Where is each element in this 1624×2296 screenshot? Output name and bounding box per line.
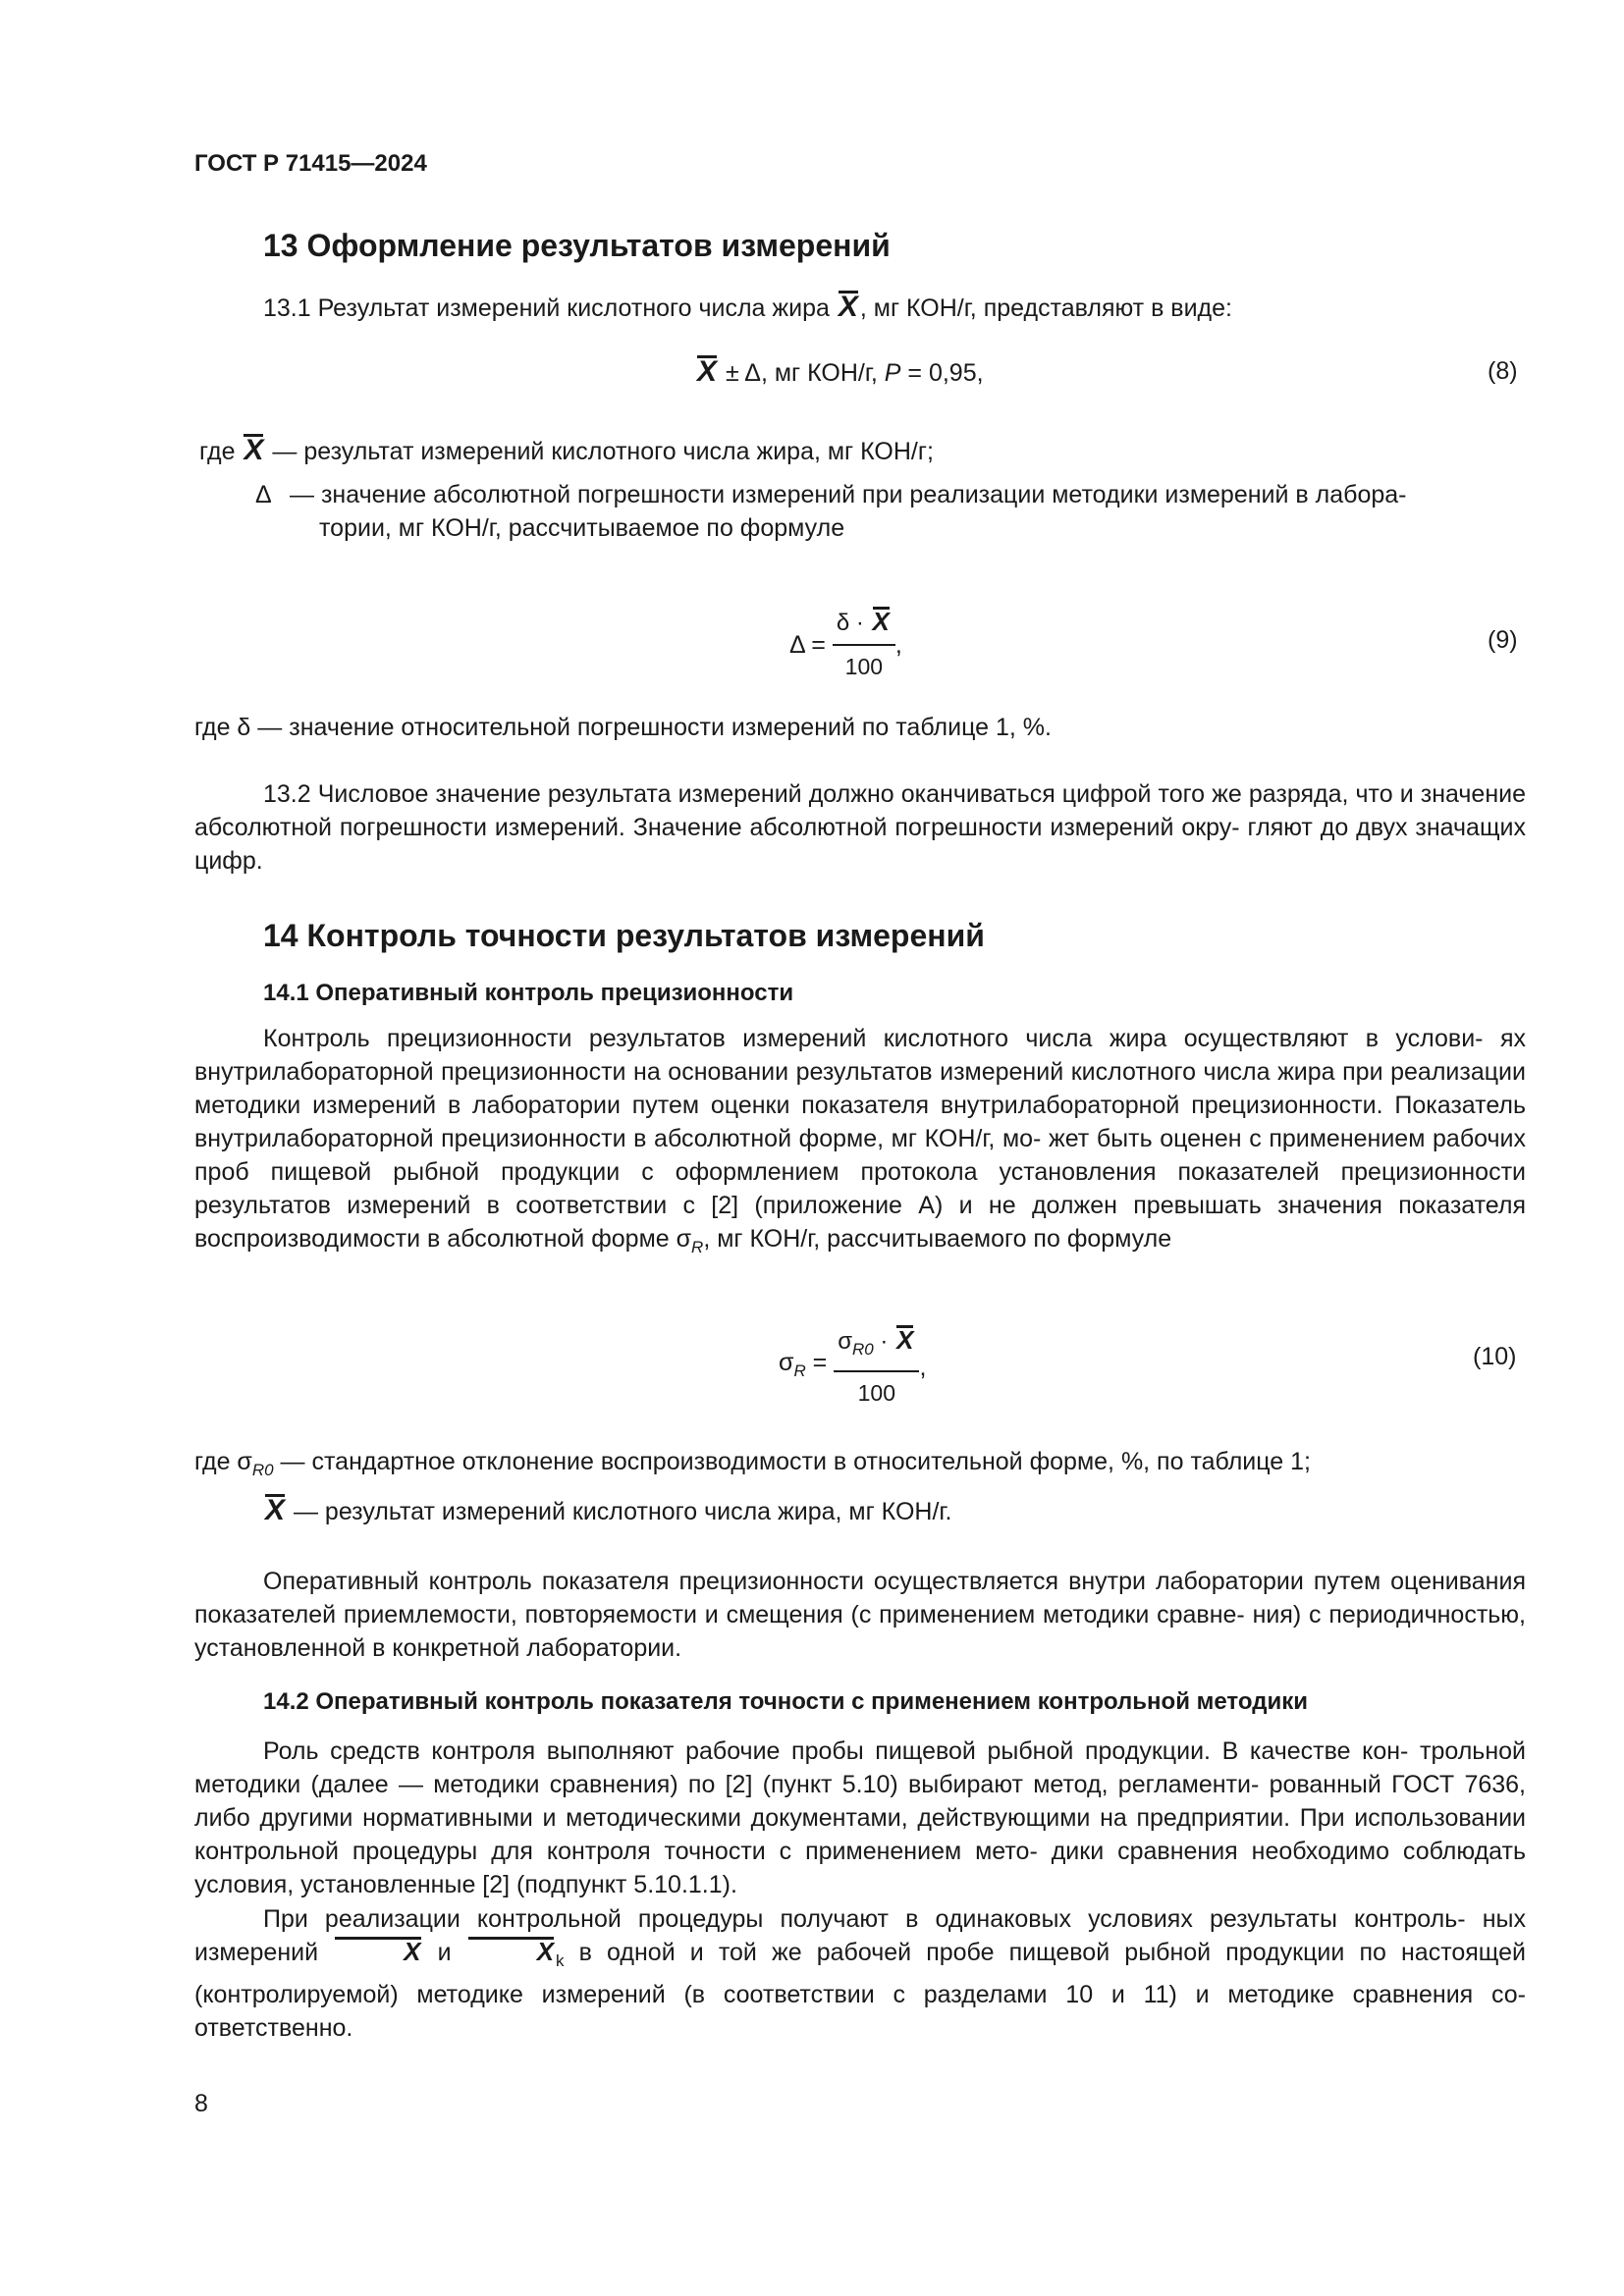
x-bar-symbol: X bbox=[244, 434, 264, 466]
para-operative-control: Оперативный контроль показателя прецизионности осуществляется внутри лаборатории путем оценивания показателей приемлемости, повторяемости и смещения (с применением методики сравне- ния) с периодичностью, установленной в конкретной лаборатории. bbox=[194, 1568, 1526, 1662]
definition-small-delta: где δ — значение относительной погрешности измерений по таблице 1, %. bbox=[194, 714, 1052, 741]
equation-8: X ± Δ, мг КОН/г, P = 0,95, bbox=[697, 355, 984, 388]
fraction: $\frac{\delta \cdot X}{100}$ bbox=[833, 607, 895, 683]
para-13-1: 13.1 Результат измерений кислотного числа жира X, мг КОН/г, представляют в виде: bbox=[263, 291, 1232, 323]
para-14-1: Контроль прецизионности результатов измерений кислотного числа жира осуществляют в услови- ях внутрилабораторной прецизионности на основании результатов измерений кислотного числа жира при реализации методики измерений в лаборатории путем оценки показателя внутрилабораторной прецизионности. Показатель внутрилабораторной прецизионности в абсолютной форме, мг КОН/г, мо- жет быть оценен с применением рабочих проб пищевой рыбной продукции с оформлением протокола установления показателей прецизионности результатов измерений в соответствии с [2] (приложение А) и не должен превышать значения показателя воспроизводимости в абсолютной форме $\sigma_R$, мг КОН/г, рассчитываемого по формуле bbox=[194, 1025, 1527, 1256]
definition-x: где X — результат измерений кислотного числа жира, мг КОН/г; bbox=[199, 434, 934, 466]
x-bar-symbol: X bbox=[838, 291, 858, 323]
x-bar-symbol: X bbox=[896, 1325, 914, 1355]
section-13-title: 13 Оформление результатов измерений bbox=[263, 228, 891, 263]
equation-number-10: (10) bbox=[1473, 1343, 1517, 1370]
page-number: 8 bbox=[194, 2090, 208, 2117]
x-bar-symbol: X bbox=[872, 607, 890, 636]
equation-number-9: (9) bbox=[1488, 626, 1518, 654]
para-14-2: Роль средств контроля выполняют рабочие пробы пищевой рыбной продукции. В качестве кон- трольной методики (далее — методики сравнения) по [2] (пункт 5.10) выбирают метод, регламенти- рованный ГОСТ 7636, либо другими нормативными и методическими документами, действующими на предприятии. При использовании контрольной процедуры для контроля точности с применением мето- дики сравнения необходимо соблюдать условия, установленные [2] (подпункт 5.10.1.1). bbox=[194, 1737, 1527, 1898]
definition-sigma-r0: где $\sigma_{R0}$ — стандартное отклонение воспроизводимости в относительной форме, %, по таблице 1; bbox=[194, 1448, 1312, 1479]
subsection-14-1-title: 14.1 Оперативный контроль прецизионности bbox=[263, 980, 794, 1006]
definition-x-2: X — результат измерений кислотного числа жира, мг КОН/г. bbox=[265, 1494, 952, 1526]
x-bar-symbol: X bbox=[697, 355, 718, 388]
equation-number-8: (8) bbox=[1488, 357, 1518, 385]
para-control-procedure: При реализации контрольной процедуры получают в одинаковых условиях результаты контроль- ных измерений X и X $_k$ в одной и той же рабочей пробе пищевой рыбной продукции по настоящей (контролируемой) методике измерений (в соответствии с разделами 10 и 11) и методике сравнения со- ответственно. bbox=[194, 1905, 1526, 2042]
equation-9: Δ = $\frac{\delta \cdot X}{100}$ , bbox=[789, 607, 902, 683]
subsection-14-2-title: 14.2 Оперативный контроль показателя точности с применением контрольной методики bbox=[263, 1688, 1308, 1715]
definition-delta-line-1: — значение абсолютной погрешности измерений при реализации методики измерений в лабора- bbox=[290, 481, 1407, 508]
x-bar-symbol: X bbox=[265, 1494, 286, 1526]
x-bar-symbol: X bbox=[468, 1937, 554, 1962]
x-bar-symbol: X bbox=[335, 1937, 420, 1962]
definition-delta-line-2: тории, мг КОН/г, рассчитываемое по формуле bbox=[319, 514, 845, 542]
para-13-2: 13.2 Числовое значение результата измерений должно оканчиваться цифрой того же разряда, что и значение абсолютной погрешности измерений. Значение абсолютной погрешности измерений окру- гляют до двух значащих цифр. bbox=[194, 780, 1527, 875]
section-14-title: 14 Контроль точности результатов измерений bbox=[263, 918, 985, 953]
definition-delta-symbol: Δ bbox=[255, 481, 272, 508]
document-code: ГОСТ Р 71415—2024 bbox=[194, 150, 427, 177]
fraction: $\frac{\sigma_{R0} \cdot X}{100}$ bbox=[834, 1325, 919, 1410]
equation-10: $\sigma_R$ = $\frac{\sigma_{R0} \cdot X}{100}$ , bbox=[779, 1325, 926, 1410]
